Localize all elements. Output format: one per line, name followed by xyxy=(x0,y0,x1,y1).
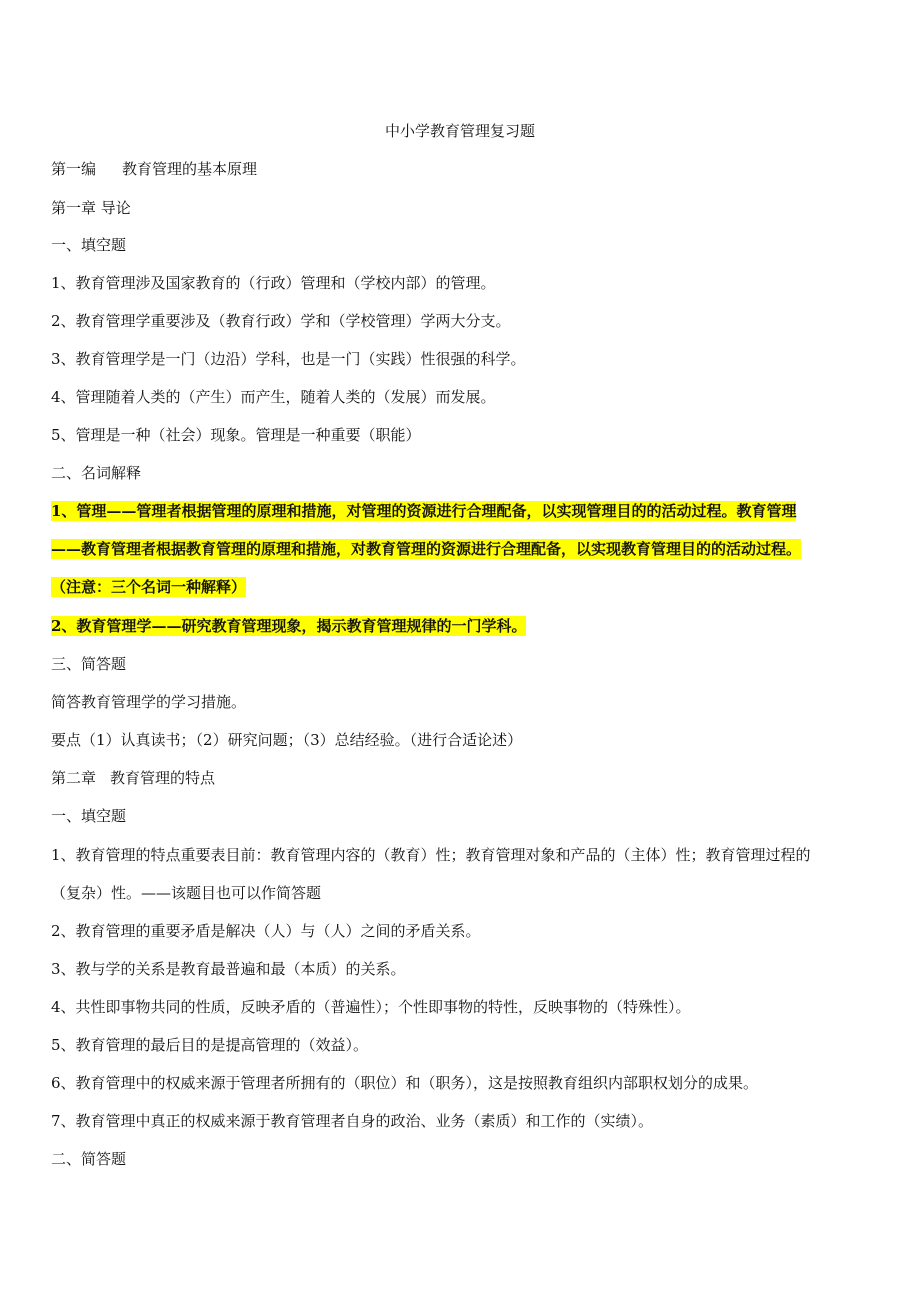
short-answer-question: 简答教育管理学的学习措施。 xyxy=(51,693,247,711)
definition-note xyxy=(51,577,871,597)
fill-blank-item: 4、共性即事物共同的性质，反映矛盾的（普遍性）；个性即事物的特性，反映事物的（特殊性）。 xyxy=(51,998,691,1016)
definition-item xyxy=(51,501,871,521)
fill-blank-item: 1、教育管理涉及国家教育的（行政）管理和（学校内部）的管理。 xyxy=(51,274,496,292)
highlighted-text: 1、管理——管理者根据管理的原理和措施，对管理的资源进行合理配备，以实现管理目的的活动过程。教育管理 xyxy=(51,502,797,520)
fill-blank-item: 3、教与学的关系是教育最普遍和最（本质）的关系。 xyxy=(51,960,406,978)
definition-item-continued xyxy=(51,539,871,559)
section-heading: 一、填空题 xyxy=(51,236,127,254)
short-answer-points: 要点（1）认真读书；（2）研究问题；（3）总结经验。（进行合适论述） xyxy=(51,731,523,749)
fill-blank-item: 3、教育管理学是一门（边沿）学科，也是一门（实践）性很强的科学。 xyxy=(51,350,526,368)
fill-blank-item: 2、教育管理的重要矛盾是解决（人）与（人）之间的矛盾关系。 xyxy=(51,922,481,940)
highlighted-text: ——教育管理者根据教育管理的原理和措施，对教育管理的资源进行合理配备，以实现教育管理目的的活动过程。 xyxy=(51,540,802,558)
document-title: 中小学教育管理复习题 xyxy=(384,122,535,140)
highlighted-text: （注意：三个名词一种解释） xyxy=(51,578,247,596)
chapter-1-heading: 第一章 导论 xyxy=(51,199,131,217)
chapter-title: 教育管理的特点 xyxy=(110,769,216,787)
section-heading: 一、填空题 xyxy=(51,807,127,825)
section-heading: 二、简答题 xyxy=(51,1150,127,1168)
part-title: 教育管理的基本原理 xyxy=(122,160,258,178)
fill-blank-item: 5、管理是一种（社会）现象。管理是一种重要（职能） xyxy=(51,426,421,444)
definition-item xyxy=(51,616,871,636)
section-heading: 二、名词解释 xyxy=(51,464,142,482)
part-label: 第一编 xyxy=(51,160,97,178)
fill-blank-item-continued: （复杂）性。——该题目也可以作简答题 xyxy=(51,884,322,902)
chapter-2-heading xyxy=(51,768,871,788)
fill-blank-item: 5、教育管理的最后目的是提高管理的（效益）。 xyxy=(51,1036,369,1054)
fill-blank-item: 4、管理随着人类的（产生）而产生，随着人类的（发展）而发展。 xyxy=(51,388,496,406)
fill-blank-item: 2、教育管理学重要涉及（教育行政）学和（学校管理）学两大分支。 xyxy=(51,312,511,330)
highlighted-text: 2、教育管理学——研究教育管理现象，揭示教育管理规律的一门学科。 xyxy=(51,617,527,635)
fill-blank-item: 7、教育管理中真正的权威来源于教育管理者自身的政治、业务（素质）和工作的（实绩）。 xyxy=(51,1112,654,1130)
fill-blank-item: 1、教育管理的特点重要表目前：教育管理内容的（教育）性；教育管理对象和产品的（主体）性；教育管理过程的 xyxy=(51,846,811,864)
chapter-label: 第二章 xyxy=(51,769,97,787)
part-heading xyxy=(51,159,871,179)
fill-blank-item: 6、教育管理中的权威来源于管理者所拥有的（职位）和（职务），这是按照教育组织内部职权划分的成果。 xyxy=(51,1074,759,1092)
section-heading: 三、简答题 xyxy=(51,655,127,673)
